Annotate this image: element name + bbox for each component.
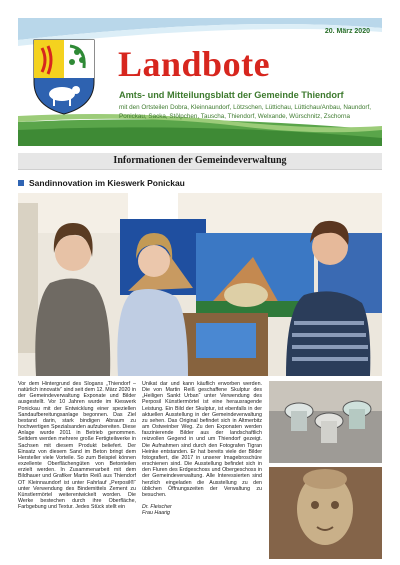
article-column-2: [142, 381, 262, 516]
coat-of-arms-icon: [32, 38, 96, 116]
section-title: Informationen der Gemeindeverwaltung: [18, 153, 382, 170]
signature-1: Dr. Fleischer: [142, 503, 172, 510]
article-text-2: Unikat dar und kann käuflich erworben werden. Die von Martin Reiß geschaffene Skulptur des „Heiligen Sankt Urban“ unter Verwendung des Perposil Künstlermörtel ist eine herausragende Leistung. Ein Bild der Skulptur, ist ebenfalls in der aktuellen Ausstellung in der Gemeindeverwaltung zu sehen. Das Original befindet sich in Altmerbitz am Ostweinber Weg. Zu den Exponaten werden faszinierende Bilder aus der landschaftlich reizvollen Gegend in und um Thiendorf gezeigt. Die Aufnahmen sind durch den Fotografen Tigran Heinke entstanden. Er hat bereits viele der Bilder fotografiert, die 2017 in unserer Imagebroschüre erschienen sind. Die Ausstellung befindet sich in den Fluren des Erdgeschoss und Obergeschoss in der Gemeindeverwaltung. Alle Interessierten sind herzlich eingeladen die Ausstellung zu den üblichen Öffnungszeiten der Verwaltung zu besuchen.: [142, 381, 262, 498]
article-text-1: Vor dem Hintergrund des Slogans „Thiendorf – natürlich innovativ“ sind seit dem 12. März 2020 in der Gemeindeverwaltung Exponate und Bilder ausgestellt. Vor 10 Jahren wurde im Kieswerk Ponickau mit der Entwicklung einer speziellen Sandaufbereitungsanlage begonnen. Das Ziel bestand darin, stark bindigen Abraum zu hochwertigen Spezialsanden aufzubereiten. Diese Anlage wurde 2011 in Betrieb genommen. Seitdem werden mehrere große Fertigteilwerke in Sachsen mit diesem Produkt beliefert. Der Einsatz von diesem Sand im Beton bringt dem Hersteller viele Vorteile. So zum Beispiel können exzellente Oberflächengüten von Betonteilen erzielt werden. In Zusammenarbeit mit dem Bildhauer und Grafiker Martin Reiß aus Thiendorf OT Kleinnaundorf ist unter Fahrlauf „Perposil®“ unter Verwendung des Bindemittels Zement zu Künstlermörtel weiterentwickelt worden. Die Werke bestechen durch ihre Oberfläche, Farbgebung und Textur. Jedes Stück stellt ein: [18, 381, 136, 511]
newsletter-title: Landbote: [118, 44, 271, 84]
article-photo: [18, 193, 382, 376]
article-column-1: [18, 381, 136, 510]
article-headline-text: Sandinnovation im Kieswerk Ponickau: [29, 178, 185, 188]
villages-list: mit den Ortsteilen Dobra, Kleinnaundorf, Lötzschen, Lüttichau, Lüttichau/Anbau, Naundorf, Ponickau, Sacka, Stölpchen, Tauscha, Thiendorf, Welxande, Würschnitz, Zschorna: [119, 104, 372, 120]
newsletter-subtitle: Amts- und Mitteilungsblatt der Gemeinde Thiendorf: [119, 90, 344, 100]
side-photos: [269, 381, 382, 559]
issue-date: 20. März 2020: [324, 28, 370, 35]
masthead: [18, 18, 382, 146]
article-headline: [18, 177, 185, 189]
bullet-square-icon: [18, 180, 24, 186]
signature-2: Frau Haarig: [142, 510, 170, 517]
